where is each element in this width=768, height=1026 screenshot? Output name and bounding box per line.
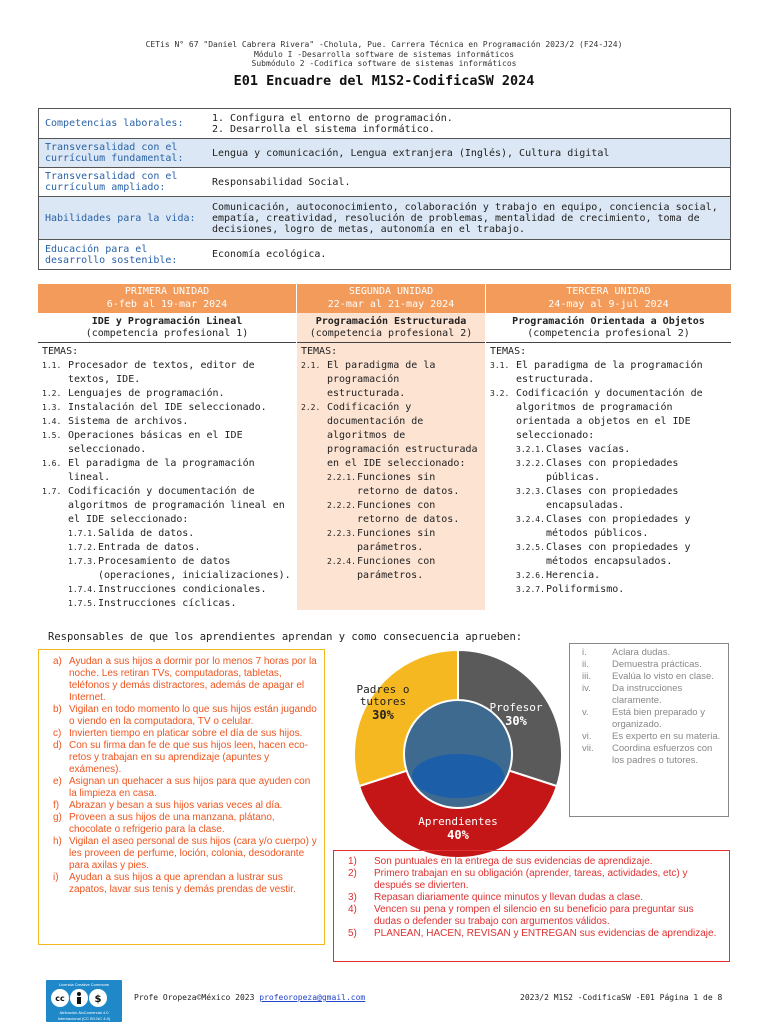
svg-text:cc: cc — [55, 994, 65, 1003]
footer-page-info: 2023/2 M1S2 -CodificaSW -E01 Página 1 de 8 — [520, 993, 723, 1002]
parent-item — [43, 656, 318, 704]
unit-competence: (competencia profesional 1) — [85, 328, 249, 339]
subtopic-number: 1.7.5. — [68, 599, 97, 608]
subtopic-item — [301, 499, 481, 527]
subtopic-text: Clases con propiedades públicas. — [546, 458, 679, 483]
topic-number: 2.2. — [301, 403, 321, 412]
unit-topic — [297, 313, 485, 343]
parent-item — [43, 728, 318, 740]
competencies-table — [38, 108, 731, 270]
responsables-title: Responsables de que los aprendientes aprendan y como consecuencia aprueben: — [48, 631, 523, 643]
teacher-item — [574, 647, 724, 659]
parent-item-marker: a) — [53, 656, 62, 667]
subtopic-text: Clases vacías. — [546, 444, 631, 455]
subtopic-item — [301, 555, 481, 583]
subtopic-text: Procesamiento de datos (operaciones, inicializaciones). — [98, 556, 291, 581]
unit-topic-title: Programación Orientada a Objetos — [512, 316, 705, 327]
parent-item-text: Abrazan y besan a sus hijos varias veces al día. — [69, 800, 283, 811]
teacher-item-text: Es experto en su materia. — [612, 731, 721, 742]
subtopic-item — [301, 471, 481, 499]
unit-name: PRIMERA UNIDAD — [124, 286, 210, 297]
teacher-item-marker: i. — [582, 647, 587, 658]
teacher-item-text: Evalúa lo visto en clase. — [612, 671, 714, 682]
parent-item — [43, 776, 318, 800]
teacher-item-marker: vii. — [582, 743, 594, 754]
topic-item — [42, 401, 292, 415]
subtopic-number: 2.2.2. — [327, 501, 356, 510]
subtopic-item — [42, 541, 292, 555]
svg-text:Atribución-NoComercial 4.0: Atribución-NoComercial 4.0 — [59, 1010, 109, 1015]
parents-responsibilities-box — [38, 649, 325, 945]
parent-item — [43, 740, 318, 776]
parent-item — [43, 872, 318, 896]
parent-item-text: Vigilan en todo momento lo que sus hijos están jugando o viendo en la computadora, TV o celular. — [69, 704, 317, 727]
unit-dates: 24-may al 9-jul 2024 — [548, 299, 669, 310]
subtopic-text: Clases con propiedades y métodos encapsulados. — [546, 542, 691, 567]
topic-item — [42, 387, 292, 401]
topic-text: Lenguajes de programación. — [68, 388, 225, 399]
subtopic-number: 3.2.6. — [516, 571, 545, 580]
topic-number: 2.1. — [301, 361, 321, 370]
unit-column-2 — [297, 284, 485, 610]
topic-number: 1.6. — [42, 459, 62, 468]
student-item-text: Vencen su pena y rompen el silencio en su beneficio para preguntar sus dudas o defender su trabajo con argumentos válidos. — [374, 904, 694, 927]
footer-author: Profe Oropeza©México 2023 profeoropeza@gmail.com — [134, 993, 366, 1002]
teacher-item — [574, 743, 724, 767]
header-line-school: CETis N° 67 "Daniel Cabrera Rivera" -Cholula, Pue. Carrera Técnica en Programación 2023/2 (F24-J24) — [145, 40, 623, 49]
teacher-item — [574, 707, 724, 731]
subtopic-number: 3.2.1. — [516, 445, 545, 454]
donut-value-label: 40% — [447, 828, 469, 842]
topic-item — [490, 387, 727, 443]
parent-item — [43, 704, 318, 728]
parent-item-marker: h) — [53, 836, 62, 847]
subtopic-item — [490, 457, 727, 485]
competency-value: Lengua y comunicación, Lengua extranjera (Inglés), Cultura digital — [206, 139, 731, 168]
parent-item — [43, 812, 318, 836]
temas-label: TEMAS: — [42, 346, 79, 357]
subtopic-text: Funciones sin retorno de datos. — [357, 472, 460, 497]
topic-item — [42, 485, 292, 527]
unit-topic-title: IDE y Programación Lineal — [91, 316, 243, 327]
temas-label: TEMAS: — [301, 346, 338, 357]
teacher-item-marker: iv. — [582, 683, 591, 694]
subtopic-number: 3.2.7. — [516, 585, 545, 594]
topic-text: Codificación y documentación de algoritmos de programación lineal en el IDE seleccionado: — [68, 486, 285, 525]
unit-column-1 — [38, 284, 296, 613]
topic-number: 1.4. — [42, 417, 62, 426]
subtopic-number: 1.7.3. — [68, 557, 97, 566]
unit-topics-list — [38, 343, 296, 613]
parent-item-text: Proveen a sus hijos de una manzana, plátano, chocolate o refrigerio para la clase. — [69, 812, 275, 835]
topic-text: Procesador de textos, editor de textos, IDE. — [68, 360, 255, 385]
teacher-item-text: Coordina esfuerzos con los padres o tutores. — [612, 743, 713, 766]
topic-text: El paradigma de la programación estructurada. — [327, 360, 436, 399]
page-title: E01 Encuadre del M1S2-CodificaSW 2024 — [233, 73, 535, 89]
unit-topics-list — [486, 343, 731, 599]
topic-number: 3.2. — [490, 389, 510, 398]
topic-text: Instalación del IDE seleccionado. — [68, 402, 267, 413]
creative-commons-logo — [46, 980, 122, 1022]
subtopic-number: 1.7.2. — [68, 543, 97, 552]
subtopic-item — [490, 443, 727, 457]
teacher-item — [574, 671, 724, 683]
subtopic-text: Funciones sin parámetros. — [357, 528, 436, 553]
unit-topic — [486, 313, 731, 343]
student-item-text: Son puntuales en la entrega de sus evidencias de aprendizaje. — [374, 856, 653, 867]
topic-text: Operaciones básicas en el IDE seleccionado. — [68, 430, 243, 455]
topic-item — [42, 429, 292, 457]
unit-column-3 — [486, 284, 731, 599]
units-table — [38, 284, 731, 610]
svg-text:Internacional (CC BY-NC 4.0): Internacional (CC BY-NC 4.0) — [57, 1016, 111, 1021]
student-item — [340, 928, 723, 940]
unit-topic — [38, 313, 296, 343]
topic-number: 1.1. — [42, 361, 62, 370]
header-line-module: Módulo I -Desarrolla software de sistemas informáticos — [253, 50, 515, 59]
subtopic-item — [490, 583, 727, 597]
topic-text: El paradigma de la programación estructurada. — [516, 360, 703, 385]
subtopic-item — [42, 555, 292, 583]
student-item-text: PLANEAN, HACEN, REVISAN y ENTREGAN sus evidencias de aprendizaje. — [374, 928, 717, 939]
donut-label: tutores — [359, 695, 407, 708]
footer-email-link[interactable]: profeoropeza@gmail.com — [259, 993, 366, 1002]
teacher-item-text: Está bien preparado y organizado. — [612, 707, 705, 730]
parent-item-text: Vigilan el aseo personal de sus hijos (cara y/o cuerpo) y les proveen de perfume, loción, colonia, desodorante para axilas y pies. — [69, 836, 317, 871]
svg-text:Licencia Creative Commons: Licencia Creative Commons — [58, 982, 110, 987]
unit-topics-list — [297, 343, 485, 585]
teacher-item-marker: vi. — [582, 731, 592, 742]
teacher-item-text: Da instrucciones claramente. — [612, 683, 683, 706]
topic-item — [490, 359, 727, 387]
teacher-responsibilities-box — [569, 643, 729, 817]
teacher-item-marker: iii. — [582, 671, 591, 682]
parent-item-text: Asignan un quehacer a sus hijos para que ayuden con la limpieza en casa. — [69, 776, 311, 799]
topic-item — [301, 401, 481, 471]
subtopic-text: Clases con propiedades y métodos públicos. — [546, 514, 691, 539]
topic-text: Codificación y documentación de algoritmos de programación orientada a objetos en el IDE seleccionado: — [516, 388, 703, 441]
subtopic-text: Instrucciones cíclicas. — [98, 598, 237, 609]
subtopic-text: Entrada de datos. — [98, 542, 201, 553]
header-line-submodule: Submódulo 2 -Codifica software de sistemas informáticos — [251, 59, 517, 68]
competency-key: Competencias laborales: — [39, 109, 207, 139]
unit-name: TERCERA UNIDAD — [566, 286, 651, 297]
competency-key: Educación para el desarrollo sostenible: — [39, 240, 207, 270]
teacher-item-text: Demuestra prácticas. — [612, 659, 702, 670]
subtopic-text: Funciones con retorno de datos. — [357, 500, 460, 525]
temas-label: TEMAS: — [490, 346, 527, 357]
topic-item — [42, 457, 292, 485]
topic-number: 1.2. — [42, 389, 62, 398]
parent-item — [43, 836, 318, 872]
teacher-item-marker: ii. — [582, 659, 589, 670]
competency-key: Habilidades para la vida: — [39, 197, 207, 240]
teacher-item — [574, 683, 724, 707]
subtopic-text: Instrucciones condicionales. — [98, 584, 267, 595]
parent-item-text: Invierten tiempo en platicar sobre el día de sus hijos. — [69, 728, 303, 739]
student-item-text: Primero trabajan en su obligación (aprender, tareas, actividades, etc) y después se divierten. — [374, 868, 688, 891]
student-item — [340, 892, 723, 904]
subtopic-item — [42, 583, 292, 597]
subtopic-number: 3.2.3. — [516, 487, 545, 496]
competency-value: Responsabilidad Social. — [206, 168, 731, 197]
topic-text: Sistema de archivos. — [68, 416, 189, 427]
parent-item-marker: c) — [53, 728, 62, 739]
student-item-marker: 1) — [348, 856, 357, 867]
unit-competence: (competencia profesional 2) — [527, 328, 690, 339]
subtopic-number: 1.7.1. — [68, 529, 97, 538]
topic-number: 1.3. — [42, 403, 62, 412]
photo-people-shape — [412, 754, 504, 798]
subtopic-item — [42, 527, 292, 541]
subtopic-item — [490, 569, 727, 583]
subtopic-item — [301, 527, 481, 555]
subtopic-number: 3.2.4. — [516, 515, 545, 524]
subtopic-number: 2.2.4. — [327, 557, 356, 566]
topic-number: 3.1. — [490, 361, 510, 370]
unit-header — [486, 284, 731, 313]
parent-item-marker: e) — [53, 776, 62, 787]
student-item-text: Repasan diariamente quince minutos y llevan dudas a clase. — [374, 892, 644, 903]
unit-dates: 22-mar al 21-may 2024 — [327, 299, 455, 310]
student-item-marker: 5) — [348, 928, 357, 939]
subtopic-text: Funciones con parámetros. — [357, 556, 436, 581]
svg-text:$: $ — [94, 994, 102, 1005]
unit-dates: 6-feb al 19-mar 2024 — [106, 299, 228, 310]
students-responsibilities-box — [333, 850, 730, 962]
student-item — [340, 856, 723, 868]
competency-key: Transversalidad con el currículum ampliado: — [39, 168, 207, 197]
subtopic-item — [490, 541, 727, 569]
unit-topic-title: Programación Estructurada — [315, 316, 467, 327]
student-item-marker: 4) — [348, 904, 357, 915]
donut-label: Aprendientes — [418, 815, 498, 828]
topic-number: 1.5. — [42, 431, 62, 440]
teacher-item — [574, 731, 724, 743]
topic-item — [301, 359, 481, 401]
subtopic-number: 2.2.1. — [327, 473, 356, 482]
parent-item-text: Ayudan a sus hijos a dormir por lo menos 7 horas por la noche. Les retiran TVs, computadoras, tabletas, teléfonos y demás distractores, además de apagar el Internet. — [69, 656, 317, 703]
donut-value-label: 30% — [372, 708, 394, 722]
subtopic-item — [490, 513, 727, 541]
student-item — [340, 904, 723, 928]
teacher-item — [574, 659, 724, 671]
parent-item-marker: d) — [53, 740, 62, 751]
topic-number: 1.7. — [42, 487, 62, 496]
subtopic-text: Salida de datos. — [98, 528, 195, 539]
student-item — [340, 868, 723, 892]
topic-item — [42, 415, 292, 429]
subtopic-text: Clases con propiedades encapsuladas. — [546, 486, 679, 511]
donut-value-label: 30% — [505, 714, 527, 728]
subtopic-number: 2.2.3. — [327, 529, 356, 538]
competency-key: Transversalidad con el currículum fundamental: — [39, 139, 207, 168]
competency-value: Economía ecológica. — [206, 240, 731, 270]
competency-value: 1. Configura el entorno de programación. 2. Desarrolla el sistema informático. — [206, 109, 731, 139]
subtopic-item — [42, 597, 292, 611]
topic-item — [42, 359, 292, 387]
teacher-item-text: Aclara dudas. — [612, 647, 671, 658]
unit-name: SEGUNDA UNIDAD — [348, 286, 434, 297]
subtopic-text: Poliformismo. — [546, 584, 625, 595]
parent-item-marker: f) — [53, 800, 60, 811]
topic-text: Codificación y documentación de algoritmos de programación estructurada en el IDE seleccionado: — [327, 402, 478, 469]
student-item-marker: 2) — [348, 868, 357, 879]
unit-competence: (competencia profesional 2) — [309, 328, 473, 339]
parent-item-text: Ayudan a sus hijos a que aprendan a lustrar sus zapatos, lavar sus tenis y demás prendas de vestir. — [69, 872, 296, 895]
subtopic-item — [490, 485, 727, 513]
parent-item — [43, 800, 318, 812]
parent-item-marker: g) — [53, 812, 62, 823]
parent-item-text: Con su firma dan fe de que sus hijos leen, hacen eco-retos y trabajan en su aprendizaje (apuntes y exámenes). — [69, 740, 309, 775]
subtopic-text: Herencia. — [546, 570, 601, 581]
unit-header — [38, 284, 296, 313]
subtopic-number: 3.2.2. — [516, 459, 545, 468]
student-item-marker: 3) — [348, 892, 357, 903]
topic-text: El paradigma de la programación lineal. — [68, 458, 255, 483]
competency-value: Comunicación, autoconocimiento, colaboración y trabajo en equipo, conciencia social, empatía, creatividad, resolución de problemas, mentalidad de crecimiento, toma de decisiones, logro de metas, autonomía en el trabajo. — [206, 197, 731, 240]
subtopic-number: 3.2.5. — [516, 543, 545, 552]
responsibility-donut-chart — [353, 649, 563, 859]
teacher-item-marker: v. — [582, 707, 589, 718]
parent-item-marker: i) — [53, 872, 59, 883]
unit-header — [297, 284, 485, 313]
donut-label: Profesor — [489, 701, 543, 714]
donut-label: Padres o — [356, 683, 410, 696]
subtopic-number: 1.7.4. — [68, 585, 97, 594]
parent-item-marker: b) — [53, 704, 62, 715]
